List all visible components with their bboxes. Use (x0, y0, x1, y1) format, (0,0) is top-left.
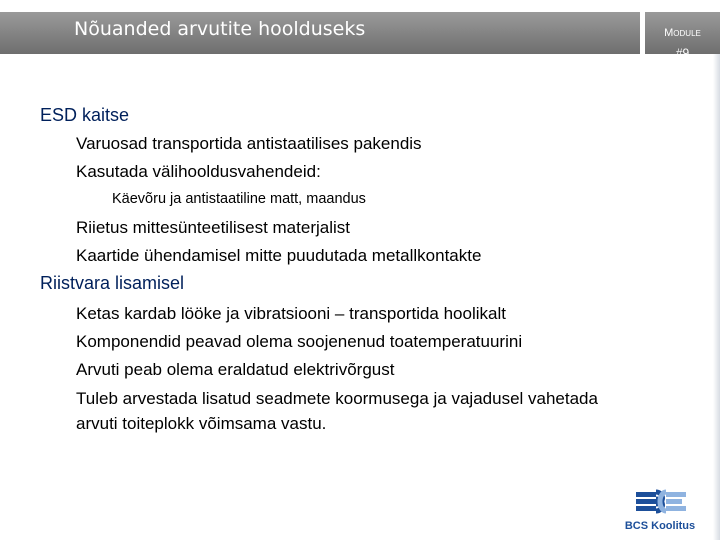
module-number: #9 (675, 46, 690, 60)
bullet-item: Komponendid peavad olema soojenenud toatemperatuurini (76, 332, 523, 351)
sub-bullet-item: Käevõru ja antistaatiline matt, maandus (112, 191, 366, 207)
bullet-item: Kasutada välihooldusvahendeid: (76, 162, 321, 181)
bullet-item-continued: arvuti toiteplokk võimsama vastu. (76, 414, 327, 433)
bullet-item: Ketas kardab lööke ja vibratsiooni – transportida hoolikalt (76, 304, 506, 323)
section-heading-esd: ESD kaitse (40, 105, 130, 125)
bullet-item: Arvuti peab olema eraldatud elektrivõrgust (76, 360, 395, 379)
edge-gradient (713, 54, 720, 540)
bullet-item: Varuosad transportida antistaatilises pakendis (76, 134, 422, 153)
bullet-item: Kaartide ühendamisel mitte puudutada metallkontakte (76, 246, 482, 265)
module-label: Module (664, 27, 701, 39)
bullet-item: Tuleb arvestada lisatud seadmete koormusega ja vajadusel vahetada (76, 389, 598, 408)
bullet-item: Riietus mittesünteetilisest materjalist (76, 218, 350, 237)
logo-text: BCS Koolitus (624, 520, 696, 532)
module-badge (645, 12, 720, 60)
title-bar (0, 12, 640, 54)
section-heading-hardware: Riistvara lisamisel (40, 273, 185, 293)
slide-title: Nõuanded arvutite hoolduseks (74, 18, 366, 40)
